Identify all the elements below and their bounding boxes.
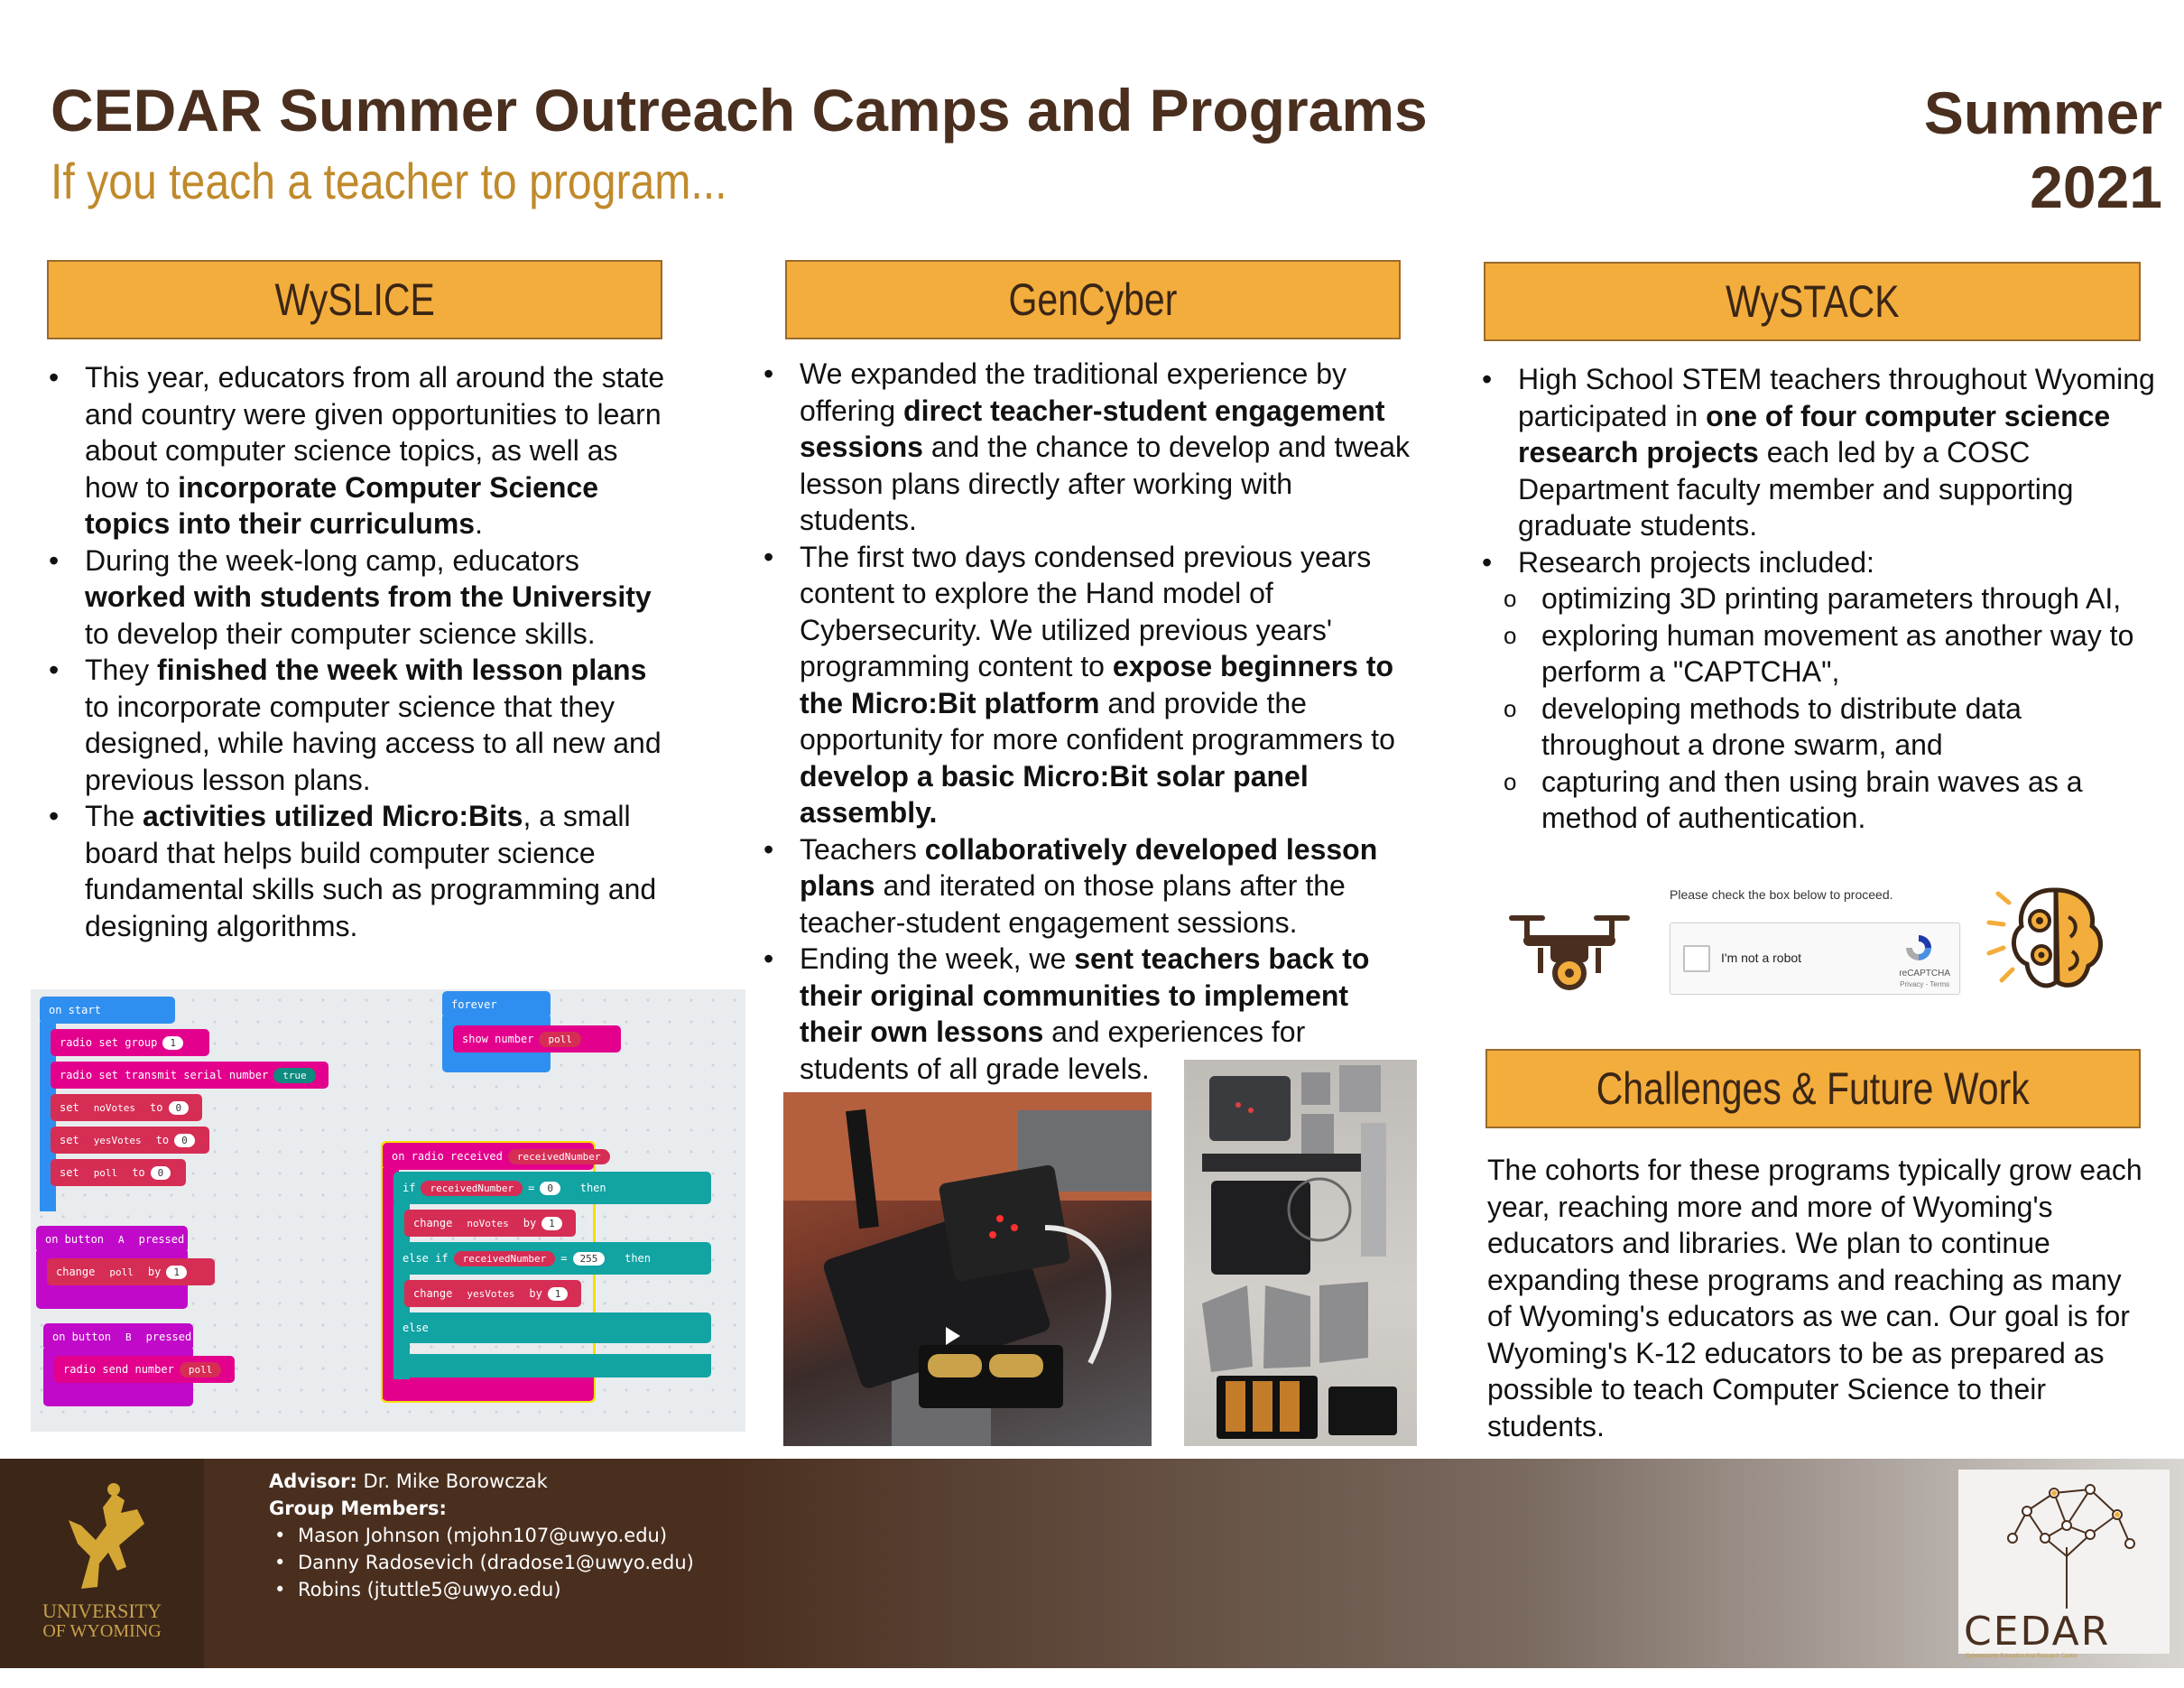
- challenges-header: Challenges & Future Work: [1485, 1049, 2141, 1128]
- cedar-tagline: Cybersecurity Education And Research Center: [1966, 1654, 2078, 1659]
- cedar-tree-network-icon: [1991, 1475, 2144, 1610]
- block-on-start: on start: [40, 997, 175, 1024]
- recaptcha-brand: reCAPTCHA Privacy - Terms: [1899, 969, 1950, 988]
- gencyber-bullet: • We expanded the traditional experience by offering direct teacher-student engagement sessions and the chance to develop and tweak lesson plans directly after working with students.: [762, 356, 1415, 539]
- season-label: [1924, 76, 2162, 224]
- group-member: • Robins (jtuttle5@uwyo.edu): [269, 1576, 694, 1603]
- block-change-yesvotes: change yesVotes by 1: [404, 1280, 581, 1307]
- group-members-label: Group Members:: [269, 1498, 447, 1519]
- group-member: • Danny Radosevich (dradose1@uwyo.edu): [269, 1549, 694, 1576]
- challenges-text: The cohorts for these programs typically grow each year, reaching more and more of Wyoming's educators and libraries. We plan to continue expanding these programs and reaching as many of Wyoming's educators as we can. Our goal is for Wyoming's K-12 educators to be as prepared as possible to teach Computer Science to their students.: [1487, 1154, 2142, 1442]
- gencyber-bullet: • Teachers collaboratively developed lesson plans and iterated on those plans after the teacher-student engagement sessions.: [762, 831, 1415, 941]
- captcha-checkbox[interactable]: [1683, 945, 1710, 972]
- brain-gear-icon: [1982, 881, 2114, 998]
- research-project-item: o developing methods to distribute data throughout a drone swarm, and: [1480, 691, 2166, 764]
- block-set-yesvotes: set yesVotes to 0: [51, 1127, 209, 1154]
- footer-bar: [0, 1459, 2184, 1668]
- recaptcha-widget: [1670, 923, 1960, 995]
- drone-icon: [1505, 908, 1633, 1002]
- microbit-assembly-photo: [783, 1092, 1152, 1446]
- gencyber-bullet: • Ending the week, we sent teachers back to their original communities to implement their own lessons and experiences for students of all grade levels.: [762, 941, 1415, 1087]
- gencyber-bullet: • The first two days condensed previous years content to explore the Hand model of Cybersecurity. We utilized previous years' programming content to expose beginners to the Micro:Bit platform and provide the opportunity for more confident programmers to develop a basic Micro:Bit solar panel assembly.: [762, 539, 1415, 831]
- block-transmit-serial: radio set transmit serial number true: [51, 1062, 329, 1089]
- wyslice-body: [47, 359, 670, 944]
- cedar-wordmark: CEDAR: [1964, 1609, 2111, 1655]
- captcha-instruction: Please check the box below to proceed.: [1670, 887, 1893, 902]
- block-else: else: [393, 1312, 711, 1343]
- wystack-bullet: • High School STEM teachers throughout Wyoming participated in one of four computer science research projects each led by a COSC Department faculty member and supporting graduate students.: [1480, 361, 2166, 544]
- wyslice-bullet: • This year, educators from all around the state and country were given opportunities to learn about computer science topics, as well as how to incorporate Computer Science topics into their curriculums.: [47, 359, 670, 543]
- group-member: • Mason Johnson (mjohn107@uwyo.edu): [269, 1522, 694, 1549]
- advisor-line: Advisor: Dr. Mike Borowczak: [269, 1470, 548, 1492]
- wyslice-bullet: • The activities utilized Micro:Bits, a small board that helps build computer science fundamental skills such as programming and designing algorithms.: [47, 798, 670, 944]
- block-on-button-a: on button A pressed: [36, 1226, 188, 1253]
- bucking-horse-logo-icon: [54, 1480, 152, 1596]
- makecode-editor-image: [31, 989, 745, 1432]
- wyslice-bullet: • They finished the week with lesson plans to incorporate computer science that they designed, while having access to all new and previous lesson plans.: [47, 652, 670, 798]
- block-radio-send-number: radio send number poll: [54, 1356, 235, 1383]
- wystack-bullet: • Research projects included:: [1480, 544, 2166, 581]
- block-on-radio-received: on radio received receivedNumber: [383, 1143, 594, 1170]
- wyslice-bullet: • During the week-long camp, educators worked with students from the University to develop their computer science skills.: [47, 543, 670, 653]
- credits-block: [269, 1468, 694, 1603]
- season-line-1: Summer: [1923, 79, 2162, 146]
- solar-panel-parts-photo: [1184, 1060, 1417, 1446]
- block-else-if: else if receivedNumber = 255 then: [393, 1242, 711, 1275]
- uw-wordmark: UNIVERSITY OF WYOMING: [42, 1600, 162, 1641]
- wystack-body: [1480, 361, 2166, 837]
- gencyber-header: GenCyber: [785, 260, 1401, 339]
- research-project-item: o exploring human movement as another way to perform a "CAPTCHA",: [1480, 617, 2166, 691]
- captcha-label: I'm not a robot: [1721, 951, 1802, 965]
- block-show-number: show number poll: [453, 1025, 621, 1053]
- block-set-novotes: set noVotes to 0: [51, 1094, 202, 1121]
- poster-title: CEDAR Summer Outreach Camps and Programs: [51, 77, 1428, 144]
- block-set-poll: set poll to 0: [51, 1159, 186, 1186]
- block-on-button-b: on button B pressed: [43, 1323, 193, 1350]
- research-project-item: o optimizing 3D printing parameters through AI,: [1480, 580, 2166, 617]
- gencyber-body: [762, 356, 1415, 1087]
- block-forever: forever: [442, 991, 551, 1018]
- uw-logo-area: [0, 1459, 204, 1668]
- block-radio-set-group: radio set group 1: [51, 1029, 209, 1056]
- wystack-header: WySTACK: [1484, 262, 2141, 341]
- research-project-item: o capturing and then using brain waves as a method of authentication.: [1480, 764, 2166, 837]
- block-change-novotes: change noVotes by 1: [404, 1210, 576, 1237]
- recaptcha-logo-icon: [1903, 932, 1934, 963]
- wyslice-header: WySLICE: [47, 260, 662, 339]
- season-line-2: 2021: [2030, 153, 2162, 220]
- block-if: if receivedNumber = 0 then: [393, 1172, 711, 1204]
- poster-subtitle: If you teach a teacher to program...: [51, 153, 727, 209]
- block-change-poll: change poll by 1: [47, 1258, 215, 1285]
